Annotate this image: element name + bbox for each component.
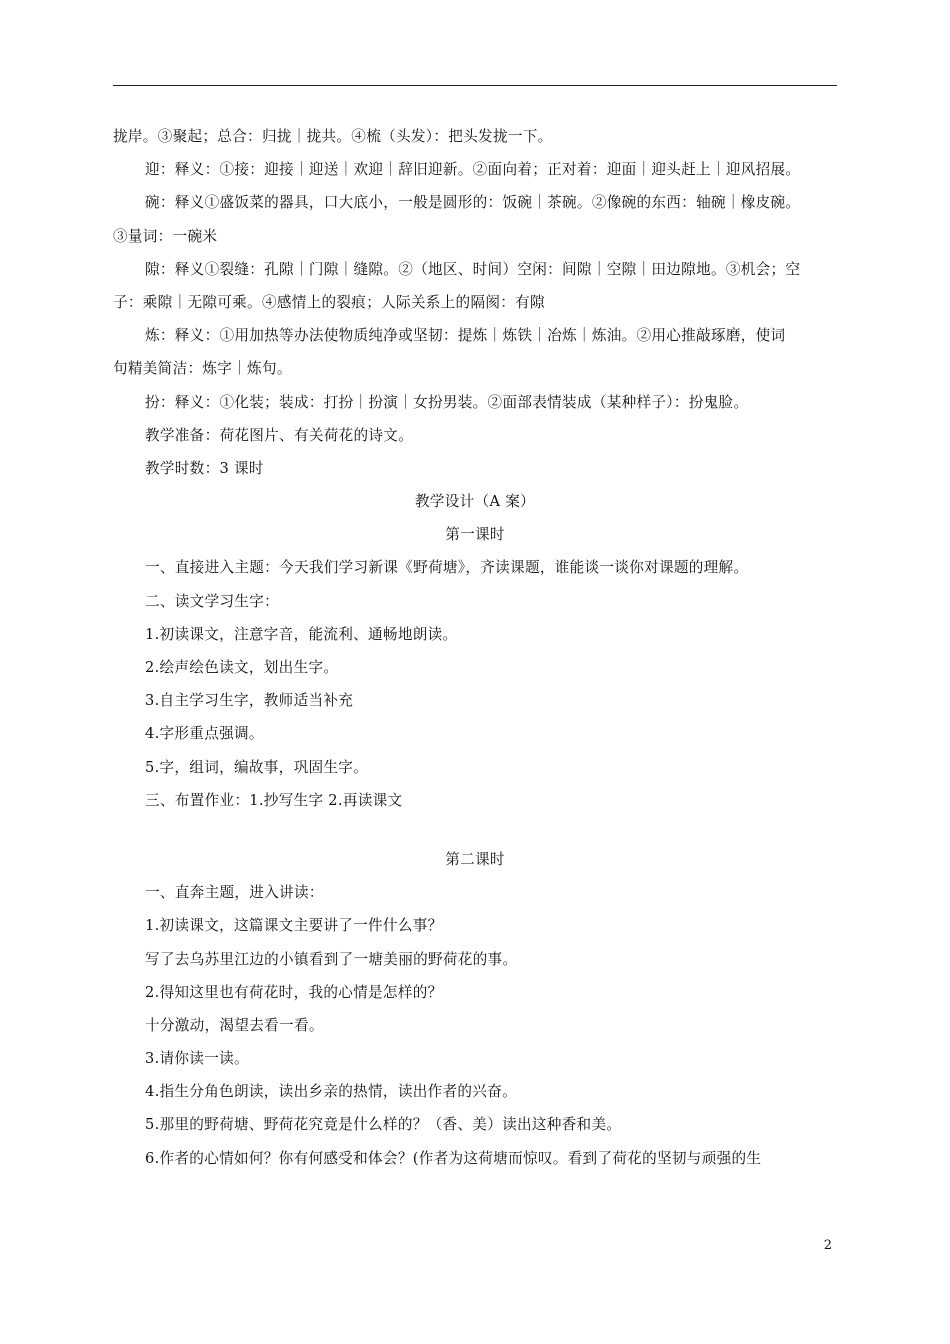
text-line: 迎：释义：①接：迎接｜迎送｜欢迎｜辞旧迎新。②面向着；正对着：迎面｜迎头赶上｜迎风招展。 [145, 161, 801, 179]
paragraph-gap [113, 817, 837, 843]
text-line: 1.初读课文，这篇课文主要讲了一件什么事？ [145, 917, 443, 935]
text-line: 扮：释义：①化装；装成：打扮｜扮演｜女扮男装。②面部表情装成（某种样子）：扮鬼脸。 [145, 393, 749, 411]
text-line: 碗：释义①盛饭菜的器具，口大底小，一般是圆形的：饭碗｜茶碗。②像碗的东西：轴碗｜橡皮碗。 [145, 194, 801, 212]
text-line: 句精美简洁：炼字｜炼句。 [113, 360, 292, 378]
text-line: 4.字形重点强调。 [145, 725, 264, 743]
text-line: 3.自主学习生字，教师适当补充 [145, 692, 354, 710]
text-line: 5.那里的野荷塘、野荷花究竟是什么样的？（香、美）读出这种香和美。 [145, 1116, 622, 1134]
text-line: 4.指生分角色朗读，读出乡亲的热情，读出作者的兴奋。 [145, 1083, 517, 1101]
text-line: 教学时数：3 课时 [145, 459, 264, 477]
text-line: ③量词：一碗米 [113, 227, 218, 245]
page-number: 2 [823, 1238, 832, 1253]
text-line: 5.字，组词，编故事，巩固生字。 [145, 758, 369, 776]
text-line: 2.绘声绘色读文，划出生字。 [145, 659, 339, 676]
section-heading: 第二课时 [445, 850, 505, 868]
text-line: 3.请你读一读。 [145, 1050, 249, 1068]
text-line: 炼：释义：①用加热等办法使物质纯净或坚韧：提炼｜炼铁｜冶炼｜炼油。②用心推敲琢磨，使词 [145, 327, 786, 345]
text-line: 二、读文学习生字： [145, 592, 280, 610]
text-line: 拢岸。③聚起；总合：归拢｜拢共。④梳（头发）：把头发拢一下。 [113, 128, 553, 145]
text-line: 子：乘隙｜无隙可乘。④感情上的裂痕；人际关系上的隔阂：有隙 [113, 293, 545, 311]
text-line: 写了去乌苏里江边的小镇看到了一塘美丽的野荷花的事。 [145, 950, 518, 968]
text-line: 三、布置作业：1.抄写生字 2.再读课文 [145, 791, 403, 809]
text-line: 十分激动，渴望去看一看。 [145, 1016, 324, 1034]
text-line: 隙：释义①裂缝：孔隙｜门隙｜缝隙。②（地区、时间）空闲：间隙｜空隙｜田边隙地。③机会；空 [145, 260, 801, 278]
text-line: 一、直奔主题，进入讲读： [145, 884, 324, 902]
text-line: 2.得知这里也有荷花时，我的心情是怎样的？ [145, 983, 443, 1001]
section-heading: 教学设计（A 案） [414, 493, 536, 511]
document-body [113, 120, 837, 1175]
header-rule [113, 85, 837, 86]
text-line: 1.初读课文，注意字音，能流利、通畅地朗读。 [145, 625, 458, 643]
section-heading: 第一课时 [445, 526, 505, 544]
text-line: 教学准备：荷花图片、有关荷花的诗文。 [145, 426, 414, 444]
text-line: 一、直接进入主题：今天我们学习新课《野荷塘》，齐读课题，谁能谈一谈你对课题的理解。 [145, 559, 749, 577]
text-line: 6.作者的心情如何？你有何感受和体会？(作者为这荷塘而惊叹。看到了荷花的坚韧与顽强的生 [145, 1149, 762, 1167]
